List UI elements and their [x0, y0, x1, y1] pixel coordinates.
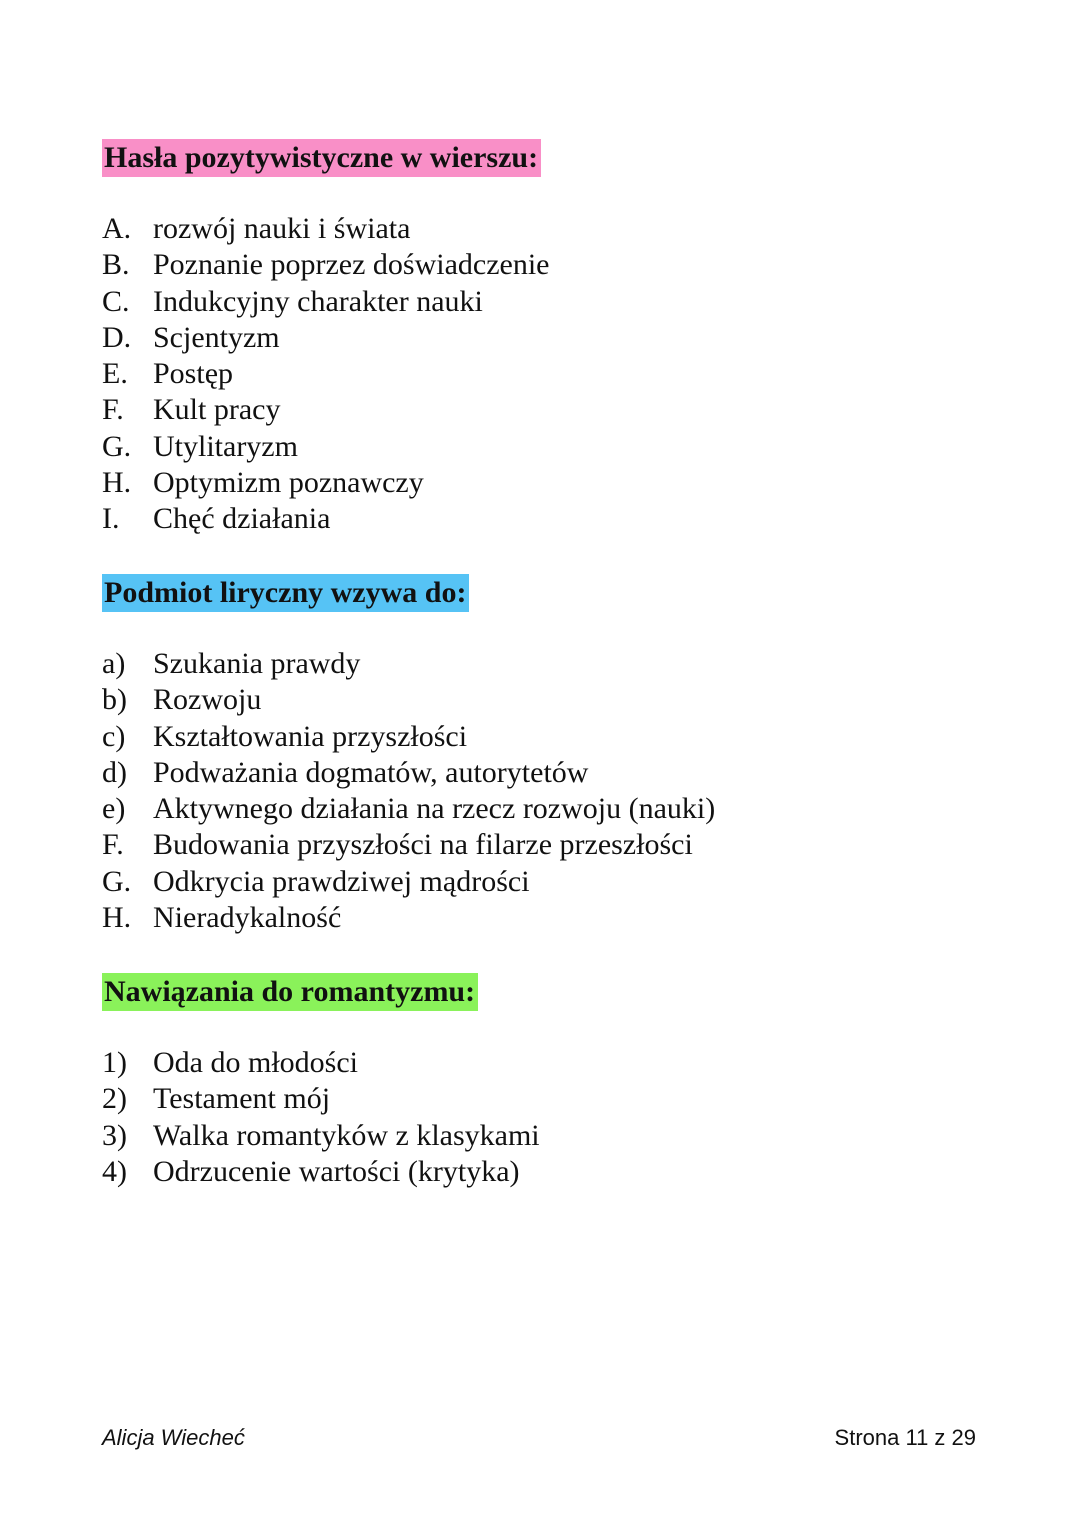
list-marker: F. — [102, 828, 124, 862]
list-item-text: Scjentyzm — [153, 320, 280, 354]
list-item — [102, 1118, 1002, 1154]
list-item-text: Odrzucenie wartości (krytyka) — [153, 1154, 520, 1188]
list-item — [102, 791, 1002, 827]
list-item-text: Budowania przyszłości na filarze przeszłości — [153, 828, 693, 862]
references-list — [102, 1045, 1002, 1190]
list-item — [102, 900, 1002, 936]
calls-list — [102, 646, 1002, 936]
list-marker: E. — [102, 357, 128, 391]
list-marker: c) — [102, 719, 126, 753]
list-item-text: Nieradykalność — [153, 901, 342, 935]
list-marker: D. — [102, 320, 132, 354]
list-item-text: Walka romantyków z klasykami — [153, 1118, 540, 1152]
list-item — [102, 1081, 1002, 1117]
list-item-text: Kształtowania przyszłości — [153, 719, 468, 753]
list-item-text: Podważania dogmatów, autorytetów — [153, 755, 589, 789]
list-marker: H. — [102, 901, 132, 935]
list-item — [102, 1045, 1002, 1081]
section-positivist-slogans — [102, 139, 1002, 538]
list-item — [102, 392, 1002, 428]
list-item-text: Indukcyjny charakter nauki — [153, 284, 483, 318]
list-item-text: Oda do młodości — [153, 1046, 358, 1079]
list-item — [102, 682, 1002, 718]
list-marker: b) — [102, 683, 127, 717]
list-item-text: Kult pracy — [153, 393, 281, 427]
list-item-text: rozwój nauki i świata — [153, 212, 411, 245]
list-item — [102, 429, 1002, 465]
list-item — [102, 356, 1002, 392]
list-item-text: Utylitaryzm — [153, 429, 298, 463]
list-marker: e) — [102, 792, 126, 826]
list-item-text: Testament mój — [153, 1082, 331, 1116]
section-heading: Podmiot liryczny wzywa do: — [102, 574, 469, 612]
list-item — [102, 864, 1002, 900]
list-marker: G. — [102, 429, 132, 463]
list-item — [102, 501, 1002, 537]
list-item — [102, 1154, 1002, 1190]
list-marker: G. — [102, 864, 132, 898]
list-item — [102, 719, 1002, 755]
section-heading: Nawiązania do romantyzmu: — [102, 973, 478, 1011]
list-item-text: Postęp — [153, 357, 234, 391]
list-item — [102, 827, 1002, 863]
list-item — [102, 211, 1002, 247]
list-item — [102, 247, 1002, 283]
list-item-text: Poznanie poprzez doświadczenie — [153, 248, 550, 282]
list-marker: 2) — [102, 1082, 127, 1116]
section-heading: Hasła pozytywistyczne w wierszu: — [102, 139, 541, 177]
list-marker: A. — [102, 212, 132, 245]
list-marker: 1) — [102, 1046, 127, 1079]
list-marker: C. — [102, 284, 130, 318]
list-item-text: Chęć działania — [153, 502, 331, 536]
list-marker: I. — [102, 502, 120, 536]
slogans-list — [102, 211, 1002, 538]
section-romanticism-references — [102, 973, 1002, 1190]
list-marker: 3) — [102, 1118, 127, 1152]
list-item — [102, 646, 1002, 682]
list-item-text: Optymizm poznawczy — [153, 466, 424, 500]
list-marker: 4) — [102, 1154, 127, 1188]
list-item-text: Rozwoju — [153, 683, 262, 717]
list-item — [102, 755, 1002, 791]
list-item — [102, 465, 1002, 501]
list-marker: a) — [102, 647, 126, 680]
list-marker: B. — [102, 248, 130, 282]
list-marker: F. — [102, 393, 124, 427]
list-item — [102, 320, 1002, 356]
list-item — [102, 284, 1002, 320]
section-lyrical-subject-calls — [102, 574, 1002, 936]
footer-page-number: Strona 11 z 29 — [834, 1425, 976, 1450]
list-item-text: Szukania prawdy — [153, 647, 361, 680]
list-item-text: Aktywnego działania na rzecz rozwoju (nauki) — [153, 792, 716, 826]
list-marker: d) — [102, 755, 127, 789]
list-marker: H. — [102, 466, 132, 500]
list-item-text: Odkrycia prawdziwej mądrości — [153, 864, 530, 898]
footer-author: Alicja Wiecheć — [102, 1425, 245, 1450]
